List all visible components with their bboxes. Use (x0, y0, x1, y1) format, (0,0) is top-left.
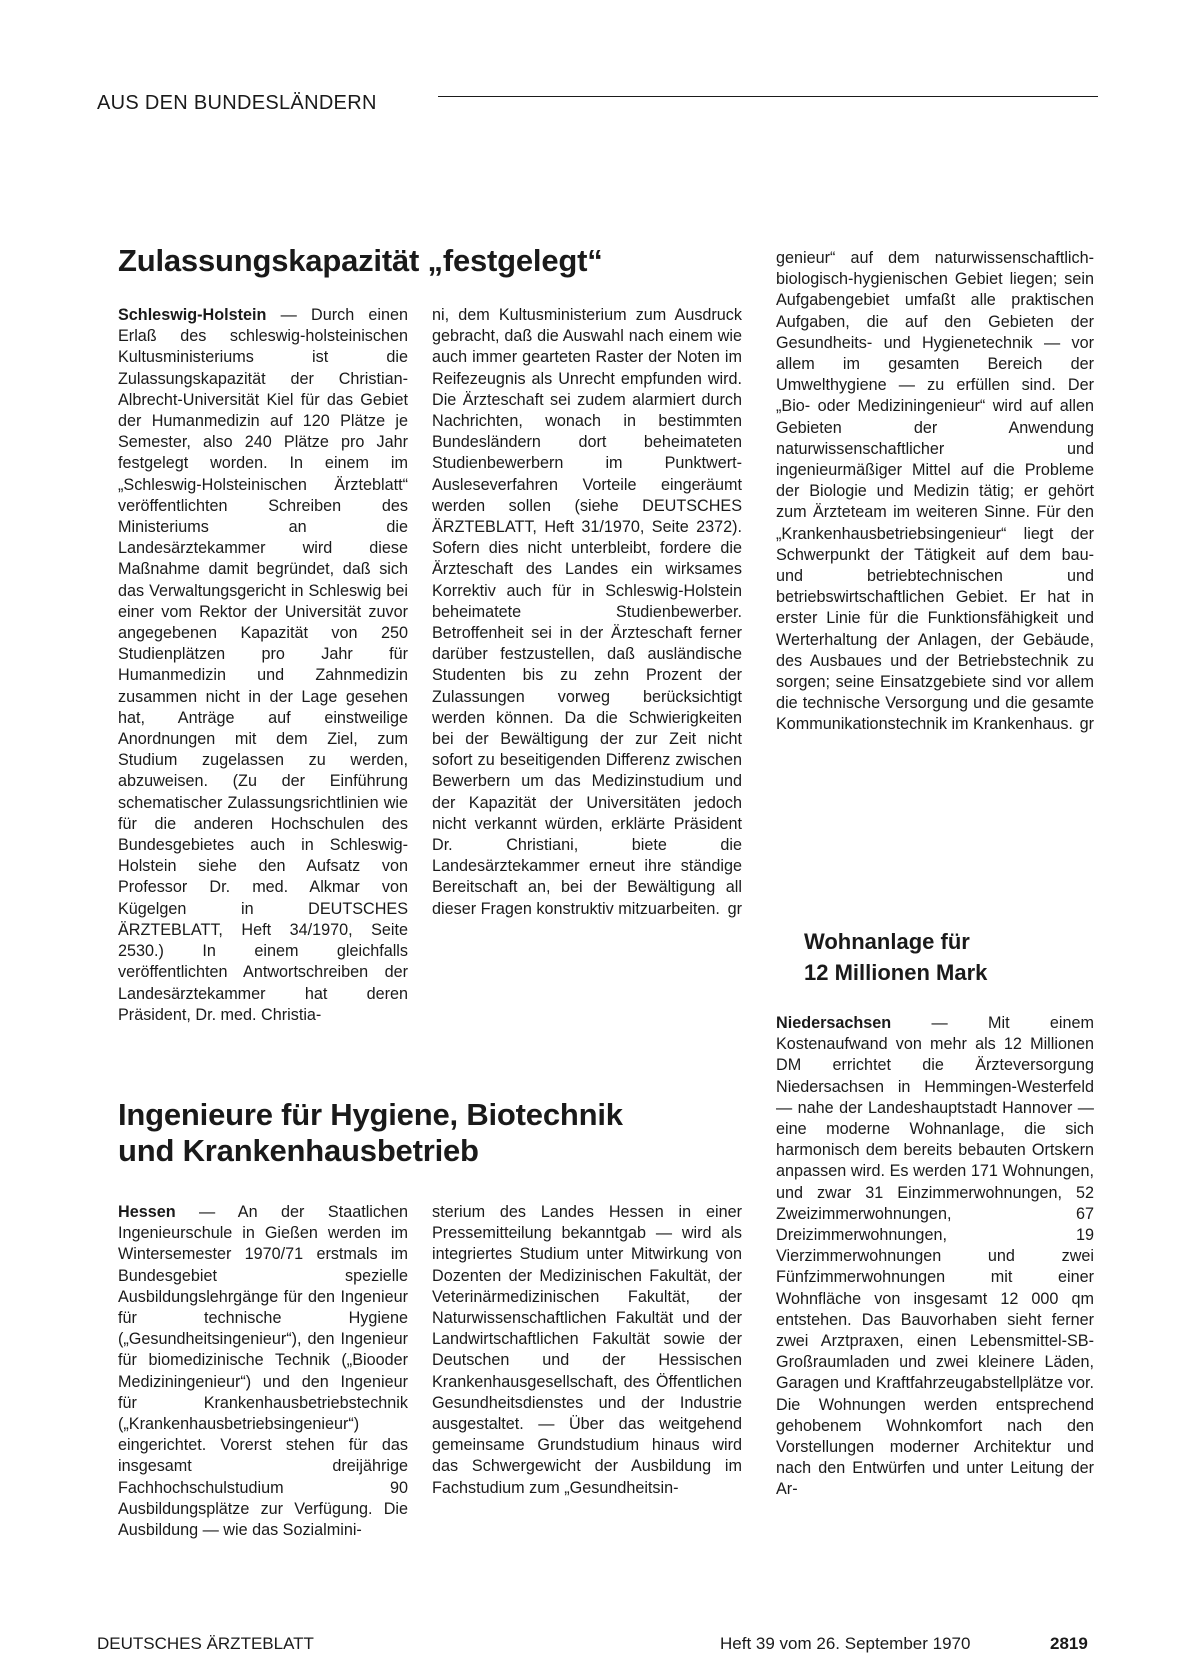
section-label: AUS DEN BUNDESLÄNDERN (97, 92, 377, 114)
article1-col2-text: ni, dem Kultusministerium zum Ausdruck gebracht, daß die Auswahl nach einem wie auch immer gearteten Raster der Noten im Reifezeugnis als Unrecht empfunden wird. Die Ärzteschaft sei zudem alarmiert durch Nachrichten, wonach in bestimmten Bundesländern dort beheimateten Studienbewerbern im Punktwert-Ausleseverfahren Vorteile eingeräumt werden sollen (siehe DEUTSCHES ÄRZTEBLATT, Heft 31/1970, Seite 2372). Sofern dies nicht unterbleibt, fordere die Ärzteschaft des Landes ein wirksames Korrektiv auch für in Schleswig-Holstein beheimatete Studienbewerber. Betroffenheit sei in der Ärzteschaft ferner darüber festzustellen, daß ausländische Studenten bis zu zehn Prozent der Zulassungen vorweg berücksichtigt werden können. Da die Schwierigkeiten bei der Bewältigung der zur Zeit nicht sofort zu beseitigenden Differenz zwischen Bewerbern um das Medizinstudium und der Kapazität der Universitäten jedoch nicht verkannt würden, erklärte Präsident Dr. Christiani, biete die Landesärztekammer erneut ihre ständige Bereitschaft an, bei der Bewältigung all dieser Fragen konstruktiv mitzuarbeiten. (432, 306, 742, 918)
article2-dateline: Hessen (118, 1203, 176, 1221)
article2-headline (118, 1097, 758, 1169)
article1-dateline: Schleswig-Holstein (118, 306, 267, 324)
article1-signature: gr (727, 899, 742, 918)
article2-headline-line2: und Krankenhausbetrieb (118, 1133, 479, 1168)
article1-col1-text: — Durch einen Erlaß des schleswig-holsteinischen Kultusministeriums ist die Zulassungskapazität der Christian-Albrecht-Universität Kiel für das Gebiet der Humanmedizin auf 120 Plätze je Semester, also 240 Plätze pro Jahr festgelegt worden. In einem im „Schleswig-Holsteinischen Ärzteblatt“ veröffentlichten Schreiben des Ministeriums an die Landesärztekammer wird diese Maßnahme damit begründet, daß sich das Verwaltungsgericht in Schleswig bei einer vom Rektor der Universität zuvor angegebenen Kapazität von 250 Studienplätzen pro Jahr für Humanmedizin und Zahnmedizin zusammen nicht in der Lage gesehen hat, Anträge auf einstweilige Anordnungen mit dem Ziel, zum Studium zugelassen zu werden, abzuweisen. (Zu der Einführung schematischer Zulassungsrichtlinien wie für die anderen Hochschulen des Bundesgebietes auch in Schleswig-Holstein siehe den Aufsatz von Professor Dr. med. Alkmar von Kügelgen in DEUTSCHES ÄRZTEBLATT, Heft 34/1970, Seite 2530.) In einem gleichfalls veröffentlichten Antwortschreiben der Landesärztekammer hat deren Präsident, Dr. med. Christia- (118, 306, 408, 1024)
article1-column-2 (432, 305, 742, 920)
article3-column (776, 1013, 1094, 1501)
article2-col2-text: sterium des Landes Hessen in einer Pressemitteilung bekanntgab — wird als integriertes Studium unter Mitwirkung von Dozenten der Medizinischen Fakultät, der Veterinärmedizinischen Fakultät, der Naturwissenschaftlichen Fakultät und der Landwirtschaftlichen Fakultät sowie der Deutschen und der Hessischen Krankenhausgesellschaft, des Öffentlichen Gesundheitsdienstes und der Industrie ausgestaltet. — Über das weitgehend gemeinsame Grundstudium hinaus wird das Schwergewicht der Ausbildung im Fachstudium zum „Gesundheitsin- (432, 1203, 742, 1497)
article3-headline-line1: Wohnanlage für (804, 929, 970, 954)
article2-col1-text: — An der Staatlichen Ingenieurschule in Gießen werden im Wintersemester 1970/71 erstmals im Bundesgebiet spezielle Ausbildungslehrgänge für den Ingenieur für technische Hygiene („Gesundheitsingenieur“), den Ingenieur für biomedizinische Technik („Biooder Mediziningenieur“) und den Ingenieur für Krankenhausbetriebstechnik („Krankenhausbetriebsingenieur“) eingerichtet. Vorerst stehen für das insgesamt dreijährige Fachhochschulstudium 90 Ausbildungsplätze zur Verfügung. Die Ausbildung — wie das Sozialmini- (118, 1203, 408, 1540)
footer-journal-title: DEUTSCHES ÄRZTEBLATT (97, 1634, 314, 1653)
article3-dateline: Niedersachsen (776, 1014, 892, 1032)
article2-col3-text: genieur“ auf dem naturwissenschaftlich-biologisch-hygienischen Gebiet liegen; sein Aufgabengebiet umfaßt alle praktischen Aufgaben, die auf den Gebieten der Gesundheits- und Hygienetechnik — vor allem im gesamten Bereich der Umwelthygiene — zu erfüllen sind. Der „Bio- oder Mediziningenieur“ wird auf allen Gebieten der Anwendung naturwissenschaftlicher und ingenieurmäßiger Mittel auf die Probleme der Biologie und Medizin tätig; er gehört zum Ärzteteam im weiteren Sinne. Für den „Krankenhausbetriebsingenieur“ liegt der Schwerpunkt der Tätigkeit auf dem bau- und betriebtechnischen und betriebswirtschaftlichen Gebiet. Er hat in erster Linie für die Funktionsfähigkeit und Werterhaltung der Anlagen, der Gebäude, des Ausbaues und der Betriebstechnik zu sorgen; seine Einsatzgebiete sind vor allem die technische Versorgung und die gesamte Kommunikationstechnik im Krankenhaus. (776, 249, 1094, 734)
article2-column-1 (118, 1202, 408, 1541)
article3-text: — Mit einem Kostenaufwand von mehr als 12 Millionen DM errichtet die Ärzteversorgung Niedersachsen in Hemmingen-Westerfeld — nahe der Landeshauptstadt Hannover — eine moderne Wohnanlage, die sich harmonisch dem bereits bebauten Ortskern anpassen wird. Es werden 171 Wohnungen, und zwar 31 Einzimmerwohnungen, 52 Zweizimmerwohnungen, 67 Dreizimmerwohnungen, 19 Vierzimmerwohnungen und zwei Fünfzimmerwohnungen mit einer Wohnfläche von insgesamt 12 000 qm entstehen. Das Bauvorhaben sieht ferner zwei Arztpraxen, einen Lebensmittel-SB-Großraumladen und zwei kleinere Läden, Garagen und Kraftfahrzeugabstellplätze vor. Die Wohnungen werden entsprechend gehobenem Wohnkomfort nach den Vorstellungen moderner Architektur und nach den Entwürfen und unter Leitung der Ar- (776, 1014, 1094, 1499)
article1-column-1 (118, 305, 408, 1026)
article3-headline (804, 926, 1094, 988)
article2-column-2 (432, 1202, 742, 1499)
footer-issue: Heft 39 vom 26. September 1970 (720, 1634, 971, 1653)
article2-headline-line1: Ingenieure für Hygiene, Biotechnik (118, 1097, 623, 1132)
article1-headline: Zulassungskapazität „festgelegt“ (118, 243, 603, 278)
article2-signature: gr (1079, 715, 1094, 734)
article3-headline-line2: 12 Millionen Mark (804, 960, 988, 985)
header-rule (438, 96, 1098, 97)
article2-column-3 (776, 248, 1094, 736)
page-number: 2819 (1050, 1634, 1088, 1653)
